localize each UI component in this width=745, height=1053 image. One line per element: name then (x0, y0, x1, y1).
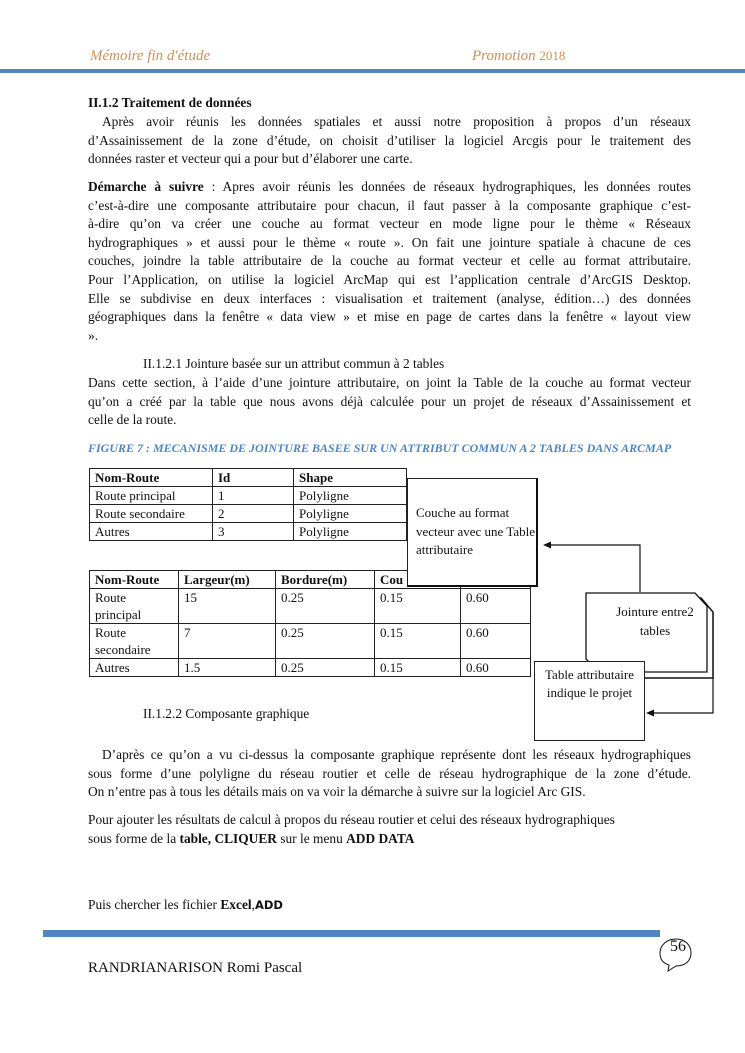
text-line: D’après ce qu’on a vu ci-dessus la composante graphique représente dont les réseaux hydrographiques (102, 747, 691, 762)
cell: 15 (179, 589, 276, 624)
cell: 7 (179, 624, 276, 659)
text-bold: ADD (254, 898, 283, 912)
cell: 0.15 (375, 624, 461, 659)
header-left: Mémoire fin d'étude (90, 48, 211, 64)
text-line: celle de la route. (88, 412, 177, 428)
text-line: On n’entre pas à tous les détails mais on va voir la démarche à suivre sur la logiciel Arc GIS. (88, 784, 586, 800)
footer-author: RANDRIANARISON Romi Pascal (88, 960, 303, 976)
text: sur le menu (276, 830, 347, 846)
text-line: Pour l’Application, on utilise la logiciel ArcMap qui est l’application centrale d’ArcGIS Desktop. (88, 271, 691, 287)
cell: 0.25 (276, 589, 375, 624)
box-table-attributaire: Table attributaire indique le projet (534, 661, 645, 741)
cell: 0.60 (461, 624, 531, 659)
text: , (251, 897, 255, 912)
cell: Polyligne (294, 505, 407, 523)
box-jointure-label: Jointure entre2 tables (616, 604, 694, 638)
text-bold: table, CLIQUER (179, 830, 277, 846)
col-header: Bordure(m) (276, 571, 375, 589)
col-header: Largeur(m) (179, 571, 276, 589)
text-line: à-dire qu’on va créer une couche au format vecteur en mode ligne pour le thème « Réseaux (88, 216, 691, 232)
col-header: Id (213, 469, 294, 487)
subsection-2-title: II.1.2.2 Composante graphique (143, 706, 310, 721)
box-couche-vecteur: Couche au format vecteur avec une Table attributaire (407, 478, 538, 587)
subsection-1-title: II.1.2.1 Jointure basée sur un attribut commun à 2 tables (143, 356, 445, 371)
text-bold: ADD DATA (346, 830, 415, 846)
cell: 0.60 (461, 589, 531, 624)
text-line: données raster et vecteur qui a pour but d’élaborer une carte. (88, 151, 413, 167)
cell: Autres (90, 659, 179, 677)
footer-rule (43, 930, 660, 937)
cell: Polyligne (294, 487, 407, 505)
text-line: sous forme d’une polyligne du réseau routier et celle de réseau hydrographique de la zone d’étude. (88, 765, 691, 781)
cell: 1.5 (179, 659, 276, 677)
text-line: : Apres avoir réunis les données de réseaux hydrographiques, les données routes (203, 179, 692, 194)
text-line: couches, joindre la table attributaire de la couche au format vecteur et celle au format attributaire. (88, 253, 691, 269)
cell: 0.15 (375, 659, 461, 677)
text-line: qu’on a créé par la table que nous avons déjà calculée pour un projet de réseaux d’Assainissement et (88, 393, 691, 409)
text-line: géographiques dans la fenêtre « data view » et mise en page de cartes dans la fenêtre « layout view (88, 309, 691, 325)
text-line: c’est-à-dire une composante attributaire pour chacun, il faut passer à la composante graphique c’est- (88, 197, 691, 213)
text: sous forme de la (88, 830, 180, 846)
col-header: Nom-Route (90, 469, 213, 487)
text-line: Pour ajouter les résultats de calcul à propos du réseau routier et celui des réseaux hydrographiques (88, 812, 615, 827)
cell: 0.25 (276, 659, 375, 677)
cell: Autres (90, 523, 213, 541)
text-line: Elle se subdivise en deux interfaces : visualisation et traitement (analyse, édition…) des données (88, 290, 691, 306)
section-title: II.1.2 Traitement de données (88, 95, 252, 110)
text-line: Dans cette section, à l’aide d’une jointure attributaire, on joint la Table de la couche au format vecteur (88, 375, 691, 390)
cell: Polyligne (294, 523, 407, 541)
col-header: Nom-Route (90, 571, 179, 589)
col-header: Cou (375, 571, 461, 589)
text: Puis chercher les fichier (88, 897, 221, 912)
header-year: 2018 (539, 48, 566, 63)
figure-caption: FIGURE 7 : MECANISME DE JOINTURE BASEE SUR UN ATTRIBUT COMMUN A 2 TABLES DANS ARCMAP (88, 441, 672, 455)
cell: 0.15 (375, 589, 461, 624)
arrowhead (646, 710, 654, 717)
col-header: Shape (294, 469, 407, 487)
cell: Route secondaire (90, 505, 213, 523)
cell: 0.60 (461, 659, 531, 677)
text-line: hydrographiques » et aussi pour le thème « route ». On fait une jointure spatiale à chacune de ces (88, 234, 691, 250)
cell: 0.25 (276, 624, 375, 659)
cell: 3 (213, 523, 294, 541)
cell: 1 (213, 487, 294, 505)
text-line: d’Assainissement de la zone d’étude, on choisit d’utiliser la logiciel Arcgis pour le traitement des (88, 132, 691, 148)
text-line: Après avoir réunis les données spatiales et aussi notre proposition à propos d’un réseaux (102, 114, 691, 129)
cell: Route principal (90, 487, 213, 505)
text-bold: Excel (220, 897, 252, 912)
page-number: 56 (670, 938, 686, 955)
demarche-label: Démarche à suivre (88, 179, 204, 194)
arrow-to-couche (550, 545, 640, 592)
header-promotion: Promotion (472, 48, 536, 64)
cell: Route principal (90, 589, 179, 624)
cell: Route secondaire (90, 624, 179, 659)
cell: 2 (213, 505, 294, 523)
text-line: ». (88, 327, 99, 343)
arrowhead (543, 542, 551, 549)
